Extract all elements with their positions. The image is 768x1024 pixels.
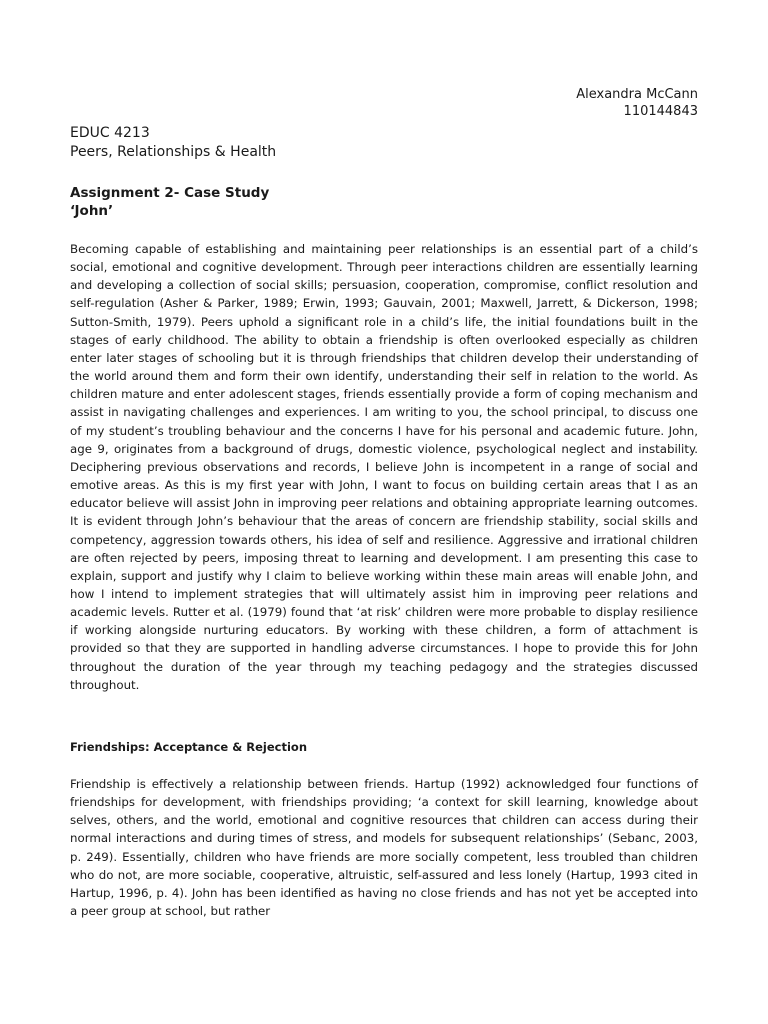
document-page bbox=[70, 86, 698, 920]
assignment-subject: ‘John’ bbox=[70, 203, 114, 219]
student-id: 110144843 bbox=[623, 104, 698, 119]
section-paragraph: Friendship is effectively a relationship between friends. Hartup (1992) acknowledged four functions of friendships for development, with friendships providing; ‘a context for skill learning, knowledge about selves, others, and the world, emotional and cognitive resources that children can access during their normal interactions and during times of stress, and models for subsequent relationships’ (Sebanc, 2003, p. 249). Essentially, children who have friends are more socially competent, less troubled than children who do not, are more sociable, cooperative, altruistic, self-assured and less lonely (Hartup, 1993 cited in Hartup, 1996, p. 4). John has been identified as having no close friends and has not yet be accepted into a peer group at school, but rather bbox=[70, 776, 698, 918]
course-title: Peers, Relationships & Health bbox=[70, 144, 277, 160]
course-code: EDUC 4213 bbox=[70, 125, 150, 141]
intro-paragraph: Becoming capable of establishing and maintaining peer relationships is an essential part of a child’s social, emotional and cognitive development. Through peer interactions children are essentially learning and developing a collection of social skills; persuasion, cooperation, compromise, conflict resolution and self-regulation (Asher & Parker, 1989; Erwin, 1993; Gauvain, 2001; Maxwell, Jarrett, & Dickerson, 1998; Sutton-Smith, 1979). Peers uphold a significant role in a child’s life, the initial foundations built in the stages of early childhood. The ability to obtain a friendship is often overlooked especially as children enter later stages of schooling but it is through friendships that children develop their understanding of the world around them and form their own identify, understanding their self in relation to the world. As children mature and enter adolescent stages, friends essentially provide a form of coping mechanism and assist in navigating challenges and experiences. I am writing to you, the school principal, to discuss one of my student’s troubling behaviour and the concerns I have for his personal and academic future. John, age 9, originates from a background of drugs, domestic violence, psychological neglect and instability. Deciphering previous observations and records, I believe John is incompetent in a range of social and emotive areas. As this is my first year with John, I want to focus on building certain areas that I as an educator believe will assist John in improving peer relations and obtaining appropriate learning outcomes. It is evident through John’s behaviour that the areas of concern are friendship stability, social skills and competency, aggression towards others, his idea of self and resilience. Aggressive and irrational children are often rejected by peers, imposing threat to learning and development. I am presenting this case to explain, support and justify why I claim to believe working within these main areas will enable John, and how I intend to implement strategies that will ultimately assist him in improving peer relations and academic levels. Rutter et al. (1979) found that ‘at risk’ children were more probable to display resilience if working alongside nurturing educators. By working with these children, a form of attachment is provided so that they are supported in handling adverse circumstances. I hope to provide this for John throughout the duration of the year through my teaching pedagogy and the strategies discussed throughout. bbox=[70, 242, 698, 692]
section-heading: Friendships: Acceptance & Rejection bbox=[70, 739, 308, 754]
assignment-title: Assignment 2- Case Study bbox=[70, 185, 270, 201]
assignment-title-block bbox=[70, 184, 698, 220]
course-block bbox=[70, 124, 698, 162]
author-name: Alexandra McCann bbox=[576, 87, 698, 102]
author-block bbox=[70, 86, 698, 120]
